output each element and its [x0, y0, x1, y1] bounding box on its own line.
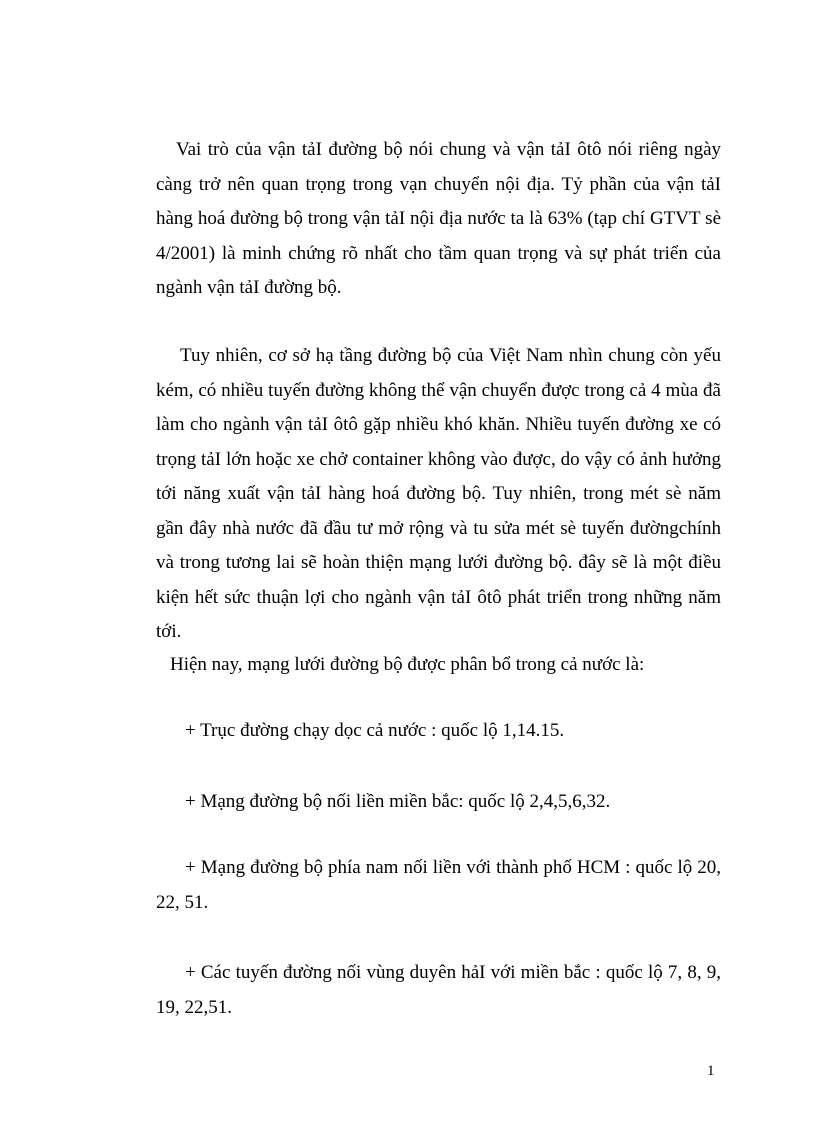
bullet-north-south-axis: + Trục đường chạy dọc cả nước : quốc lộ 1,14.15.	[185, 720, 565, 741]
paragraph-road-infrastructure: Tuy nhiên, cơ sở hạ tầng đường bộ của Việt Nam nhìn chung còn yếu kém, có nhiều tuyến đường không thể vận chuyển được trong cả 4 mùa đã làm cho ngành vận tảI ôtô gặp nhiều khó khăn. Nhiều tuyến đường xe có trọng tảI lớn hoặc xe chở container không vào được, do vậy có ảnh hưởng tới năng xuất vận tảI hàng hoá đường bộ. Tuy nhiên, trong mét sè năm gần đây nhà nước đã đầu tư mở rộng và tu sửa mét sè tuyến đườngchính và trong tương lai sẽ hoàn thiện mạng lưới đường bộ. đây sẽ là một điều kiện hết sức thuận lợi cho ngành vận tảI ôtô phát triển trong những năm tới.	[156, 345, 721, 642]
bullet-northern-network: + Mạng đường bộ nối liền miền bắc: quốc lộ 2,4,5,6,32.	[185, 791, 611, 812]
page-number: 1	[707, 1063, 715, 1079]
road-network-intro: Hiện nay, mạng lưới đường bộ được phân bổ trong cả nước là:	[170, 654, 645, 675]
bullet-southern-network: + Mạng đường bộ phía nam nối liền với thành phố HCM : quốc lộ 20, 22, 51.	[156, 857, 721, 913]
paragraph-road-transport-role: Vai trò của vận tảI đường bộ nói chung và vận tảI ôtô nói riêng ngày càng trở nên quan trọng trong vạn chuyển nội địa. Tỷ phần của vận tảI hàng hoá đường bộ trong vận tảI nội địa nước ta là 63% (tạp chí GTVT sè 4/2001) là minh chứng rõ nhất cho tầm quan trọng và sự phát triển của ngành vận tảI đường bộ.	[156, 139, 721, 298]
bullet-coastal-routes: + Các tuyến đường nối vùng duyên hảI với miền bắc : quốc lộ 7, 8, 9, 19, 22,51.	[156, 962, 721, 1018]
